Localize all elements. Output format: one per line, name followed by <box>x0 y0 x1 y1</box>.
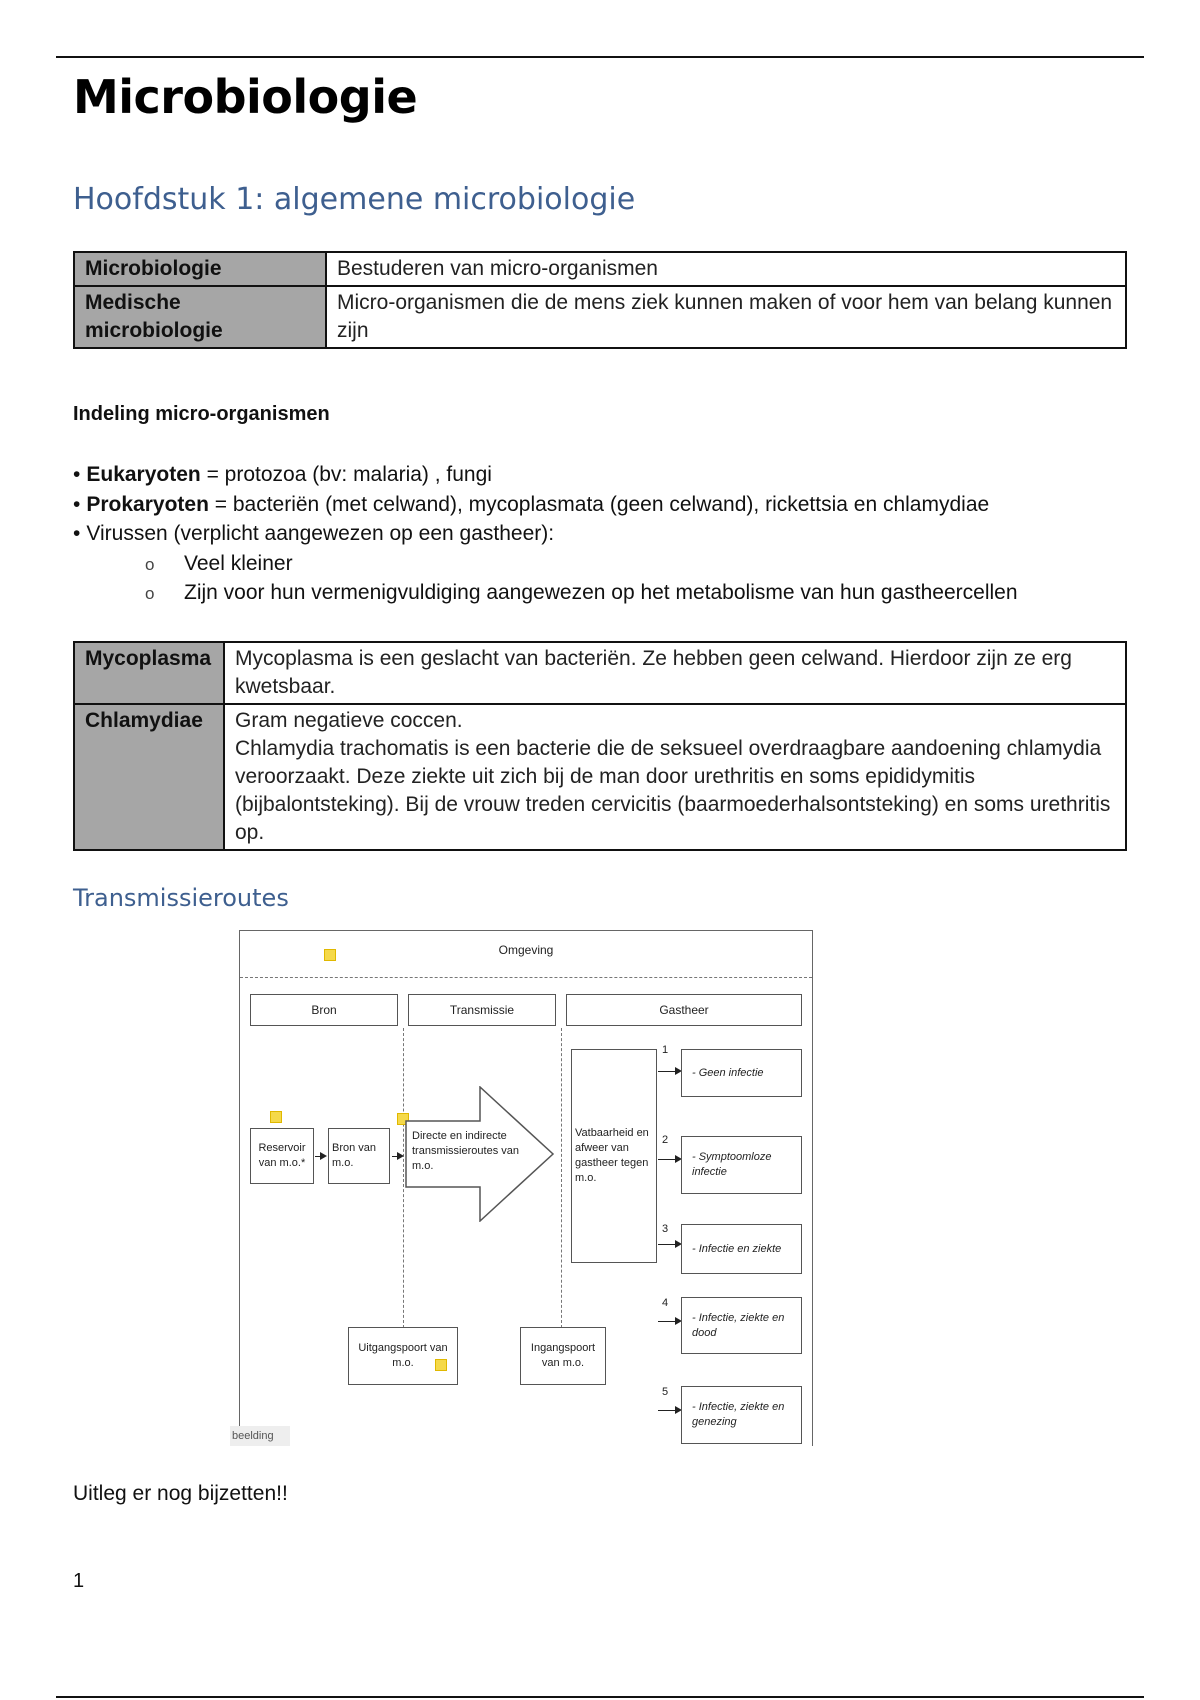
definition-cell: Bestuderen van micro-organismen <box>326 252 1126 286</box>
transmission-diagram <box>239 930 813 1446</box>
table-row <box>74 642 1126 704</box>
arrow-icon <box>658 1321 680 1322</box>
source-box: Bron van m.o. <box>328 1128 390 1184</box>
divider-line <box>403 1028 404 1328</box>
outcome-number: 4 <box>662 1297 669 1309</box>
section-heading: Transmissieroutes <box>73 884 289 912</box>
outcome-number: 5 <box>662 1386 669 1398</box>
term-cell: Microbiologie <box>74 252 326 286</box>
image-caption-tab[interactable]: beelding <box>230 1426 290 1446</box>
definition-cell: Mycoplasma is een geslacht van bacteriën. Ze hebben geen celwand. Hierdoor zijn ze erg kwetsbaar. <box>224 642 1126 704</box>
chapter-heading: Hoofdstuk 1: algemene microbiologie <box>73 182 636 217</box>
item-text: Virussen (verplicht aangewezen op een gastheer): <box>86 522 555 545</box>
column-header-transmissie: Transmissie <box>408 994 556 1026</box>
term-cell: Chlamydiae <box>74 704 224 850</box>
arrow-icon <box>658 1410 680 1411</box>
table-row <box>74 704 1126 850</box>
item-text: = protozoa (bv: malaria) , fungi <box>200 463 492 486</box>
definitions-table-1 <box>73 251 1127 349</box>
definitions-table-2 <box>73 641 1127 851</box>
outcome-box: - Symptoomloze infectie <box>681 1136 802 1194</box>
term-cell: Medische microbiologie <box>74 286 326 348</box>
definition-line: Gram negatieve coccen. <box>235 709 463 732</box>
arrow-icon <box>392 1156 402 1157</box>
outcome-box: - Infectie en ziekte <box>681 1224 802 1274</box>
exit-port-box: Uitgangspoort van m.o. <box>348 1327 458 1385</box>
comment-marker-icon[interactable] <box>435 1359 447 1371</box>
document-title: Microbiologie <box>73 70 418 124</box>
arrow-icon <box>658 1159 680 1160</box>
outcome-number: 1 <box>662 1044 669 1056</box>
host-defense-box: Vatbaarheid en afweer van gastheer tegen m.o. <box>571 1049 657 1263</box>
sub-list-item: o Zijn voor hun vermenigvuldiging aangewezen op het metabolisme van hun gastheercellen <box>145 578 1018 609</box>
column-header-gastheer: Gastheer <box>566 994 802 1026</box>
arrow-icon <box>658 1244 680 1245</box>
classification-list-continued <box>73 578 1018 609</box>
definition-line: Chlamydia trachomatis is een bacterie die de seksueel overdraagbare aandoening chlamydia veroorzaakt. Deze ziekte uit zich bij de man door urethritis en soms epididymitis (bijbalontsteking). Bij de vrouw treden cervicitis (baarmoederhalsontsteking) en soms urethritis op. <box>235 737 1111 844</box>
note-paragraph: Uitleg er nog bijzetten!! <box>73 1482 288 1505</box>
list-item <box>73 519 989 579</box>
bold-term: Prokaryoten <box>86 492 209 516</box>
bottom-rule <box>56 1696 1144 1698</box>
outcome-box: - Infectie, ziekte en dood <box>681 1297 802 1354</box>
list-item <box>73 578 1018 609</box>
sub-list <box>73 578 1018 609</box>
sub-list-item: o Veel kleiner <box>145 549 989 580</box>
sub-list <box>73 549 989 580</box>
classification-list <box>73 460 989 579</box>
definition-cell: Micro-organismen die de mens ziek kunnen maken of voor hem van belang kunnen zijn <box>326 286 1126 348</box>
definition-cell <box>224 704 1126 850</box>
column-header-bron: Bron <box>250 994 398 1026</box>
item-text: = bacteriën (met celwand), mycoplasmata (geen celwand), rickettsia en chlamydiae <box>208 492 990 516</box>
arrow-icon <box>658 1071 680 1072</box>
transmission-routes-label: Directe en indirecte transmissieroutes van m.o. <box>412 1130 519 1172</box>
outcome-number: 2 <box>662 1134 669 1146</box>
outcome-box: - Geen infectie <box>681 1049 802 1097</box>
entry-port-box: Ingangspoort van m.o. <box>520 1327 606 1385</box>
environment-divider <box>240 977 812 978</box>
table-row <box>74 286 1126 348</box>
term-cell: Mycoplasma <box>74 642 224 704</box>
arrow-icon <box>315 1156 325 1157</box>
list-item <box>73 460 989 490</box>
environment-label: Omgeving <box>498 943 554 957</box>
comment-marker-icon[interactable] <box>270 1111 282 1123</box>
outcome-number: 3 <box>662 1223 669 1235</box>
page-number: 1 <box>73 1570 85 1592</box>
reservoir-box: Reservoir van m.o.* <box>250 1128 314 1184</box>
classification-heading: Indeling micro-organismen <box>73 403 330 425</box>
table-row <box>74 252 1126 286</box>
bold-term: Eukaryoten <box>86 463 201 486</box>
list-item <box>73 490 989 520</box>
outcome-box: - Infectie, ziekte en genezing <box>681 1386 802 1444</box>
divider-line <box>561 1028 562 1328</box>
top-rule <box>56 56 1144 58</box>
